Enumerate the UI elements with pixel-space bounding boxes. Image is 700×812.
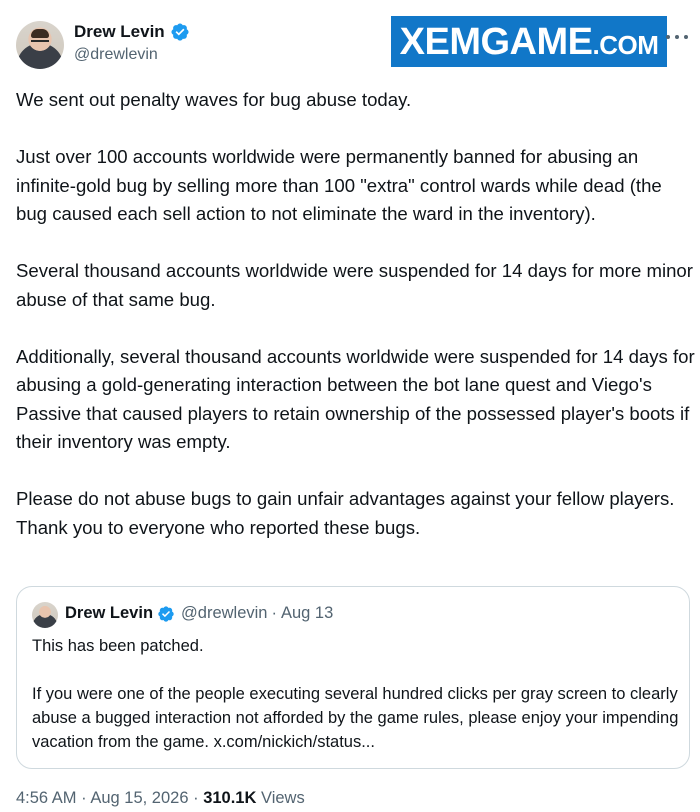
quoted-paragraph: This has been patched. — [32, 637, 204, 655]
meta-separator: · — [271, 604, 277, 622]
quoted-tweet-date: Aug 13 — [280, 604, 334, 622]
meta-separator: · — [193, 789, 199, 807]
views-label: Views — [261, 789, 305, 807]
tweet-paragraph: We sent out penalty waves for bug abuse today. — [16, 89, 412, 110]
quoted-tweet[interactable] — [16, 586, 690, 769]
verified-badge-icon — [157, 605, 175, 623]
watermark-suffix-text: .COM — [592, 30, 659, 60]
quoted-author-name: Drew Levin — [65, 604, 154, 622]
quoted-author-avatar — [32, 602, 58, 628]
more-options-icon[interactable] — [666, 34, 688, 40]
quoted-paragraph: If you were one of the people executing several hundred clicks per gray screen to clearly abuse a bugged interaction not afforded by the game rules, please enjoy your impending vacation from the game. x.com/nickich/status... — [32, 685, 679, 751]
verified-badge-icon — [170, 22, 190, 42]
author-display-name[interactable]: Drew Levin — [74, 22, 165, 41]
tweet-paragraph: Several thousand accounts worldwide were suspended for 14 days for more minor abuse of that same bug. — [16, 260, 693, 310]
tweet-body — [16, 86, 696, 542]
quoted-author-handle: @drewlevin — [181, 604, 268, 622]
watermark-main-text: XEMGAME — [399, 21, 593, 63]
author-handle[interactable]: @drewlevin — [74, 46, 158, 63]
tweet-paragraph: Additionally, several thousand accounts worldwide were suspended for 14 days for abusing a gold-generating interaction between the bot lane quest and Viego's Passive that caused players to retain ownership of the possessed player's boots if their inventory was empty. — [16, 345, 695, 452]
author-avatar[interactable] — [16, 21, 64, 69]
quoted-tweet-header — [65, 604, 333, 623]
meta-separator: · — [81, 789, 87, 807]
views-count: 310.1K — [203, 789, 257, 807]
avatar-hair — [31, 29, 49, 38]
avatar-glasses — [31, 40, 49, 47]
tweet-paragraph: Please do not abuse bugs to gain unfair advantages against your fellow players. Thank you to everyone who reported these bugs. — [16, 488, 675, 538]
tweet-date[interactable]: Aug 15, 2026 — [90, 789, 189, 807]
tweet-paragraph: Just over 100 accounts worldwide were permanently banned for abusing an infinite-gold bug by selling more than 100 "extra" control wards while dead (the bug caused each sell action to not eliminate the ward in the inventory). — [16, 146, 662, 224]
quoted-tweet-body — [32, 634, 682, 754]
watermark-logo — [391, 16, 667, 67]
author-name-row — [74, 22, 190, 42]
tweet-footer — [16, 789, 305, 808]
tweet-time[interactable]: 4:56 AM — [16, 789, 77, 807]
